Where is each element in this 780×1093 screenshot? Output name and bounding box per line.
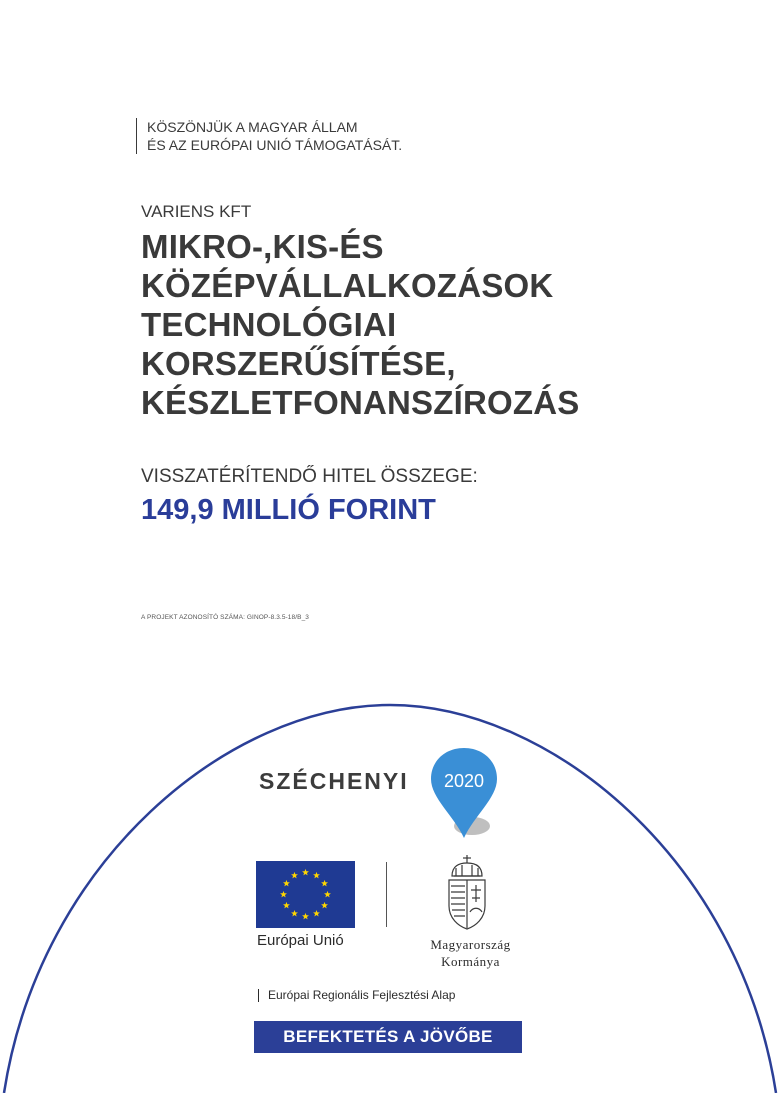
title-line: KÖZÉPVÁLLALKOZÁSOK xyxy=(141,267,554,304)
gov-line-1: Magyarország xyxy=(430,937,511,952)
fund-name: Európai Regionális Fejlesztési Alap xyxy=(258,989,455,1002)
szechenyi-year: 2020 xyxy=(443,771,485,791)
thanks-statement xyxy=(136,118,402,154)
logo-divider xyxy=(386,862,387,927)
company-name: VARIENS KFT xyxy=(141,202,252,221)
hungarian-government-label xyxy=(408,936,533,970)
title-line: TECHNOLÓGIAI xyxy=(141,306,397,343)
loan-label: VISSZATÉRÍTENDŐ HITEL ÖSSZEGE: xyxy=(141,466,478,487)
title-line: MIKRO-,KIS-ÉS xyxy=(141,228,384,265)
project-id: A PROJEKT AZONOSÍTÓ SZÁMA: GINOP-8.3.5-18/B_3 xyxy=(141,614,310,621)
eu-flag-icon xyxy=(256,861,355,928)
szechenyi-logo-text: SZÉCHENYI xyxy=(259,768,409,794)
title-line: KORSZERŰSÍTÉSE, xyxy=(141,345,456,382)
thanks-line-1: KÖSZÖNJÜK A MAGYAR ÁLLAM xyxy=(147,119,358,135)
hungarian-coat-of-arms-icon xyxy=(444,854,490,930)
thanks-line-2: ÉS AZ EURÓPAI UNIÓ TÁMOGATÁSÁT. xyxy=(147,137,403,153)
eu-label: Európai Unió xyxy=(257,932,344,949)
szechenyi-pin-icon xyxy=(428,746,500,842)
slogan-banner: BEFEKTETÉS A JÖVŐBE xyxy=(254,1021,522,1053)
gov-line-2: Kormánya xyxy=(441,954,500,969)
title-line: KÉSZLETFONANSZÍROZÁS xyxy=(141,384,580,421)
loan-amount: 149,9 MILLIÓ FORINT xyxy=(141,494,436,526)
project-title xyxy=(141,227,580,422)
